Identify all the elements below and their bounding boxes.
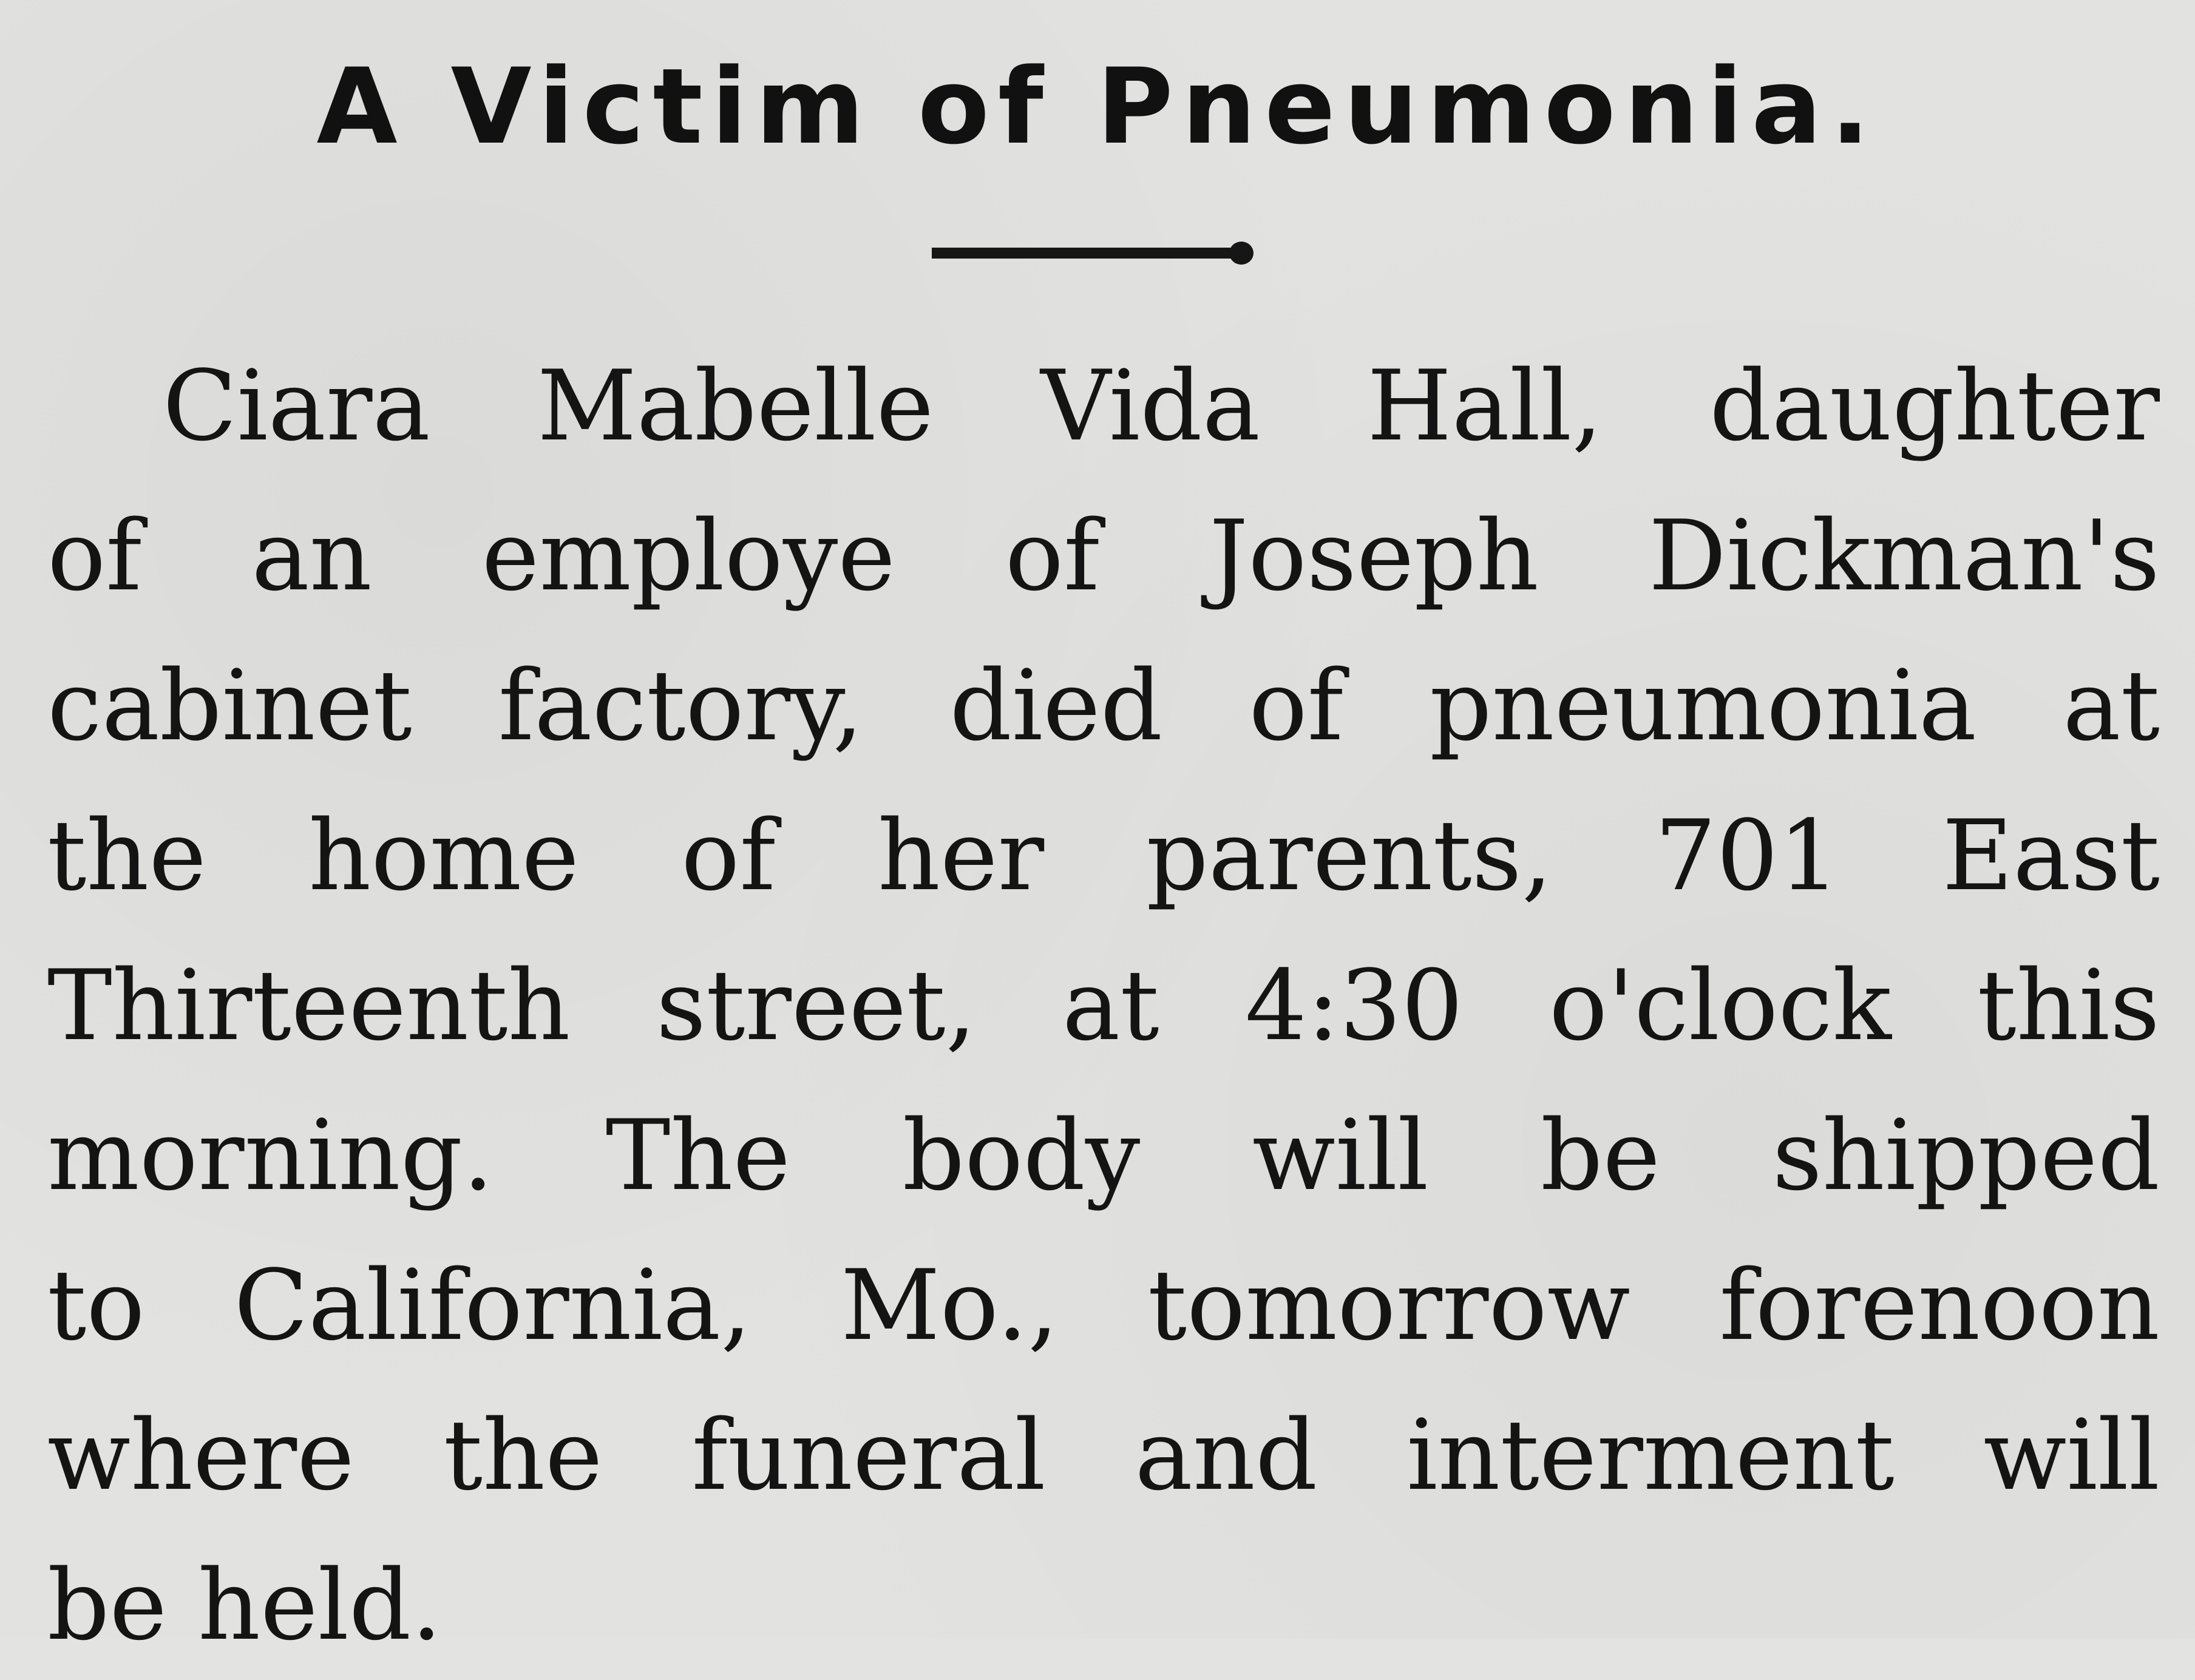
article-line-8: where the funeral and interment will xyxy=(47,1398,2160,1512)
article-line-9: be held. xyxy=(47,1548,443,1662)
article-line-4: the home of her parents, 701 East xyxy=(47,799,2160,912)
headline: A Victim of Pneumonia. xyxy=(316,46,1879,168)
decorative-rule xyxy=(932,248,1247,259)
article-line-2: of an employe of Joseph Dickman's xyxy=(47,499,2160,612)
article-line-3: cabinet factory, died of pneumonia at xyxy=(47,649,2160,762)
article-line-7: to California, Mo., tomorrow forenoon xyxy=(47,1248,2160,1362)
article-line-1: Ciara Mabelle Vida Hall, daughter xyxy=(163,349,2160,462)
decorative-rule-dot xyxy=(1229,242,1254,265)
article-line-5: Thirteenth street, at 4:30 o'clock this xyxy=(47,949,2160,1062)
article-line-6: morning. The body will be shipped xyxy=(47,1099,2160,1212)
article-body xyxy=(47,331,2160,1680)
